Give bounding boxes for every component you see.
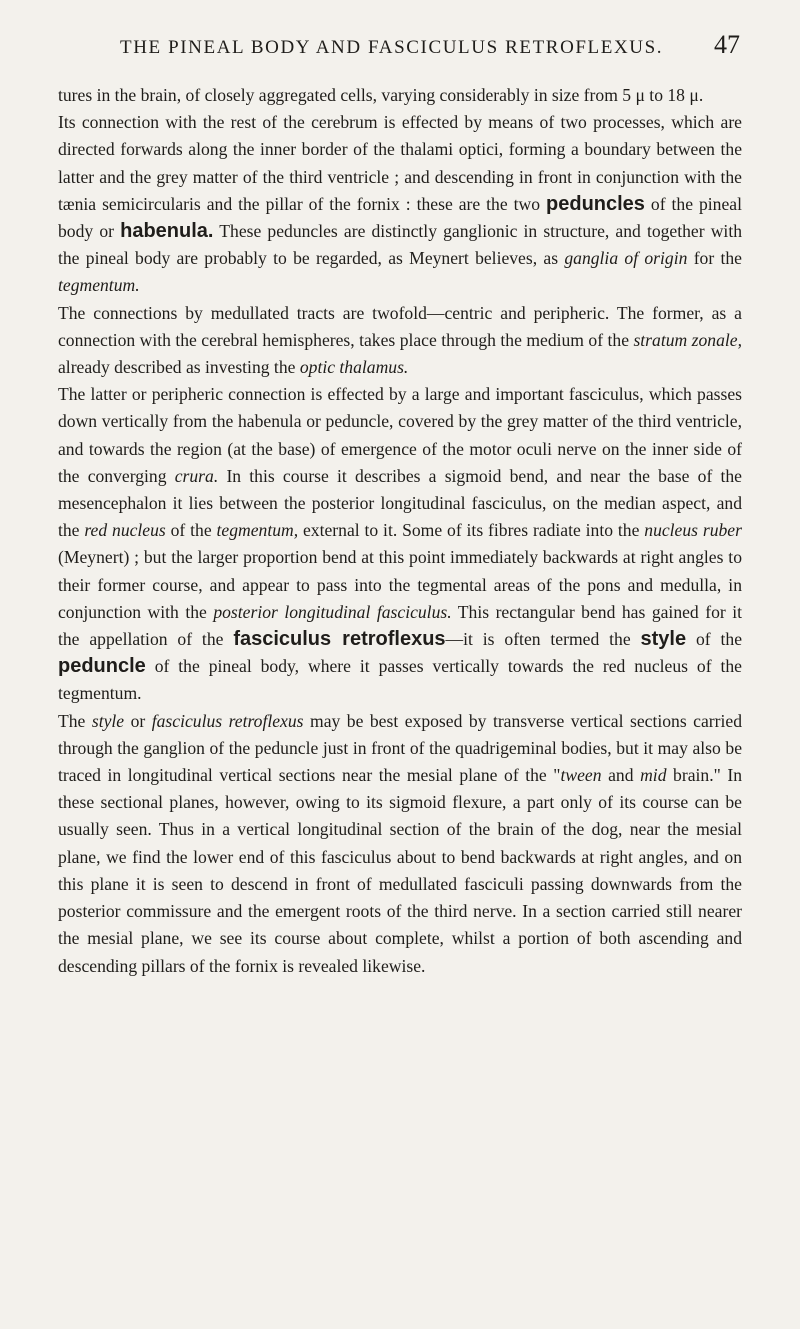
text-run: The connections by medullated tracts are twofold—centric and peripheric. The former, as a connection with the cerebral hemispheres, takes place through the medium of the: [58, 302, 742, 350]
text-run: and: [601, 765, 641, 786]
bold-term: habenula.: [120, 220, 214, 243]
text-run: Its connection with the rest of the cerebrum is effected by means of two processes, which are directed forwards along the inner border of the thalami optici, forming a boundary between the latter and the grey matter of the third ventricle ; and descending in front in conjunction with the tænia semicircularis and the pillar of the fornix : these are the two: [58, 112, 742, 214]
italic-term: style: [91, 710, 125, 731]
bold-term: peduncles: [546, 192, 645, 215]
italic-term: tegmentum.: [58, 275, 140, 296]
paragraph: [58, 708, 742, 980]
italic-term: optic thalamus.: [299, 357, 409, 378]
paragraph: [58, 82, 742, 109]
text-run: or: [124, 710, 152, 731]
paragraph: [58, 300, 742, 382]
italic-term: posterior longitudinal fasciculus.: [213, 601, 452, 622]
bold-term: style: [640, 628, 687, 651]
italic-term: fasciculus retroflexus: [151, 710, 304, 731]
text-run: already described as investing the: [58, 357, 300, 378]
text-run: of the: [686, 629, 743, 650]
text-run: of the: [165, 520, 217, 541]
bold-term: fasciculus retroflexus: [233, 628, 446, 651]
text-run: These peduncles are distinctly ganglionic in structure, and together with the pineal body are probably to be regarded, as Meynert believes, as: [58, 221, 743, 269]
text-run: for the: [687, 248, 742, 269]
paragraph: [58, 109, 742, 299]
italic-term: nucleus ruber: [644, 520, 742, 541]
text-run: —it is often termed the: [445, 629, 641, 650]
text-run: may be best exposed by transverse vertical sections carried through the ganglion of the peduncle just in front of the quadrigeminal bodies, but it may also be traced in longitudinal vertical sections near the mesial plane of the ": [58, 710, 742, 786]
running-title: THE PINEAL BODY AND FASCICULUS RETROFLEXUS.: [120, 37, 664, 58]
text-run: This rectangular bend has gained for it the appellation of the: [58, 601, 742, 650]
italic-term: stratum zonale,: [633, 329, 742, 350]
paragraph: [58, 381, 742, 707]
running-header: [120, 30, 740, 60]
italic-term: tegmentum,: [216, 520, 299, 541]
text-run: of the pineal body, where it passes vertically towards the red nucleus of the tegmentum.: [58, 656, 742, 704]
text-run: brain." In these sectional planes, however, owing to its sigmoid flexure, a part only of its course can be usually seen. Thus in a vertical longitudinal section of the brain of the dog, near the mesial plane, we find the lower end of this fasciculus about to bend backwards at right angles, and on this plane it is seen to descend in front of medullated fasciculi passing downwards from the posterior commissure and the emergent roots of the third nerve. In a section carried still nearer the mesial plane, we see its course about complete, whilst a portion of both ascending and descending pillars of the fornix is revealed likewise.: [58, 765, 743, 976]
page-number: 47: [714, 30, 740, 59]
bold-term: peduncle: [58, 655, 146, 678]
text-run: tures in the brain, of closely aggregated cells, varying considerably in size from 5 μ to 18 μ.: [58, 85, 704, 105]
italic-term: ganglia of origin: [564, 248, 688, 269]
italic-term: red nucleus: [84, 520, 166, 541]
text-run: The latter or peripheric connection is effected by a large and important fasciculus, which passes down vertically from the habenula or peduncle, covered by the grey matter of the third ventricle, and towards the region (at the base) of emergence of the motor oculi nerve on the inner side of the converging: [58, 384, 742, 486]
body-text: [58, 82, 742, 980]
text-run: of the pineal body or: [58, 193, 742, 242]
text-run: In this course it describes a sigmoid bend, and near the base of the mesencephalon it lies between the posterior longitudinal fasciculus, on the median aspect, and the: [58, 465, 742, 541]
italic-term: mid: [640, 765, 667, 786]
text-run: (Meynert) ; but the larger proportion bend at this point immediately backwards at right angles to their former course, and appear to pass into the tegmental areas of the pons and medulla, in conjunction with the: [58, 547, 742, 622]
text-run: The: [58, 710, 92, 731]
italic-term: tween: [560, 765, 602, 786]
text-run: external to it. Some of its fibres radiate into the: [298, 520, 645, 541]
italic-term: crura.: [174, 465, 219, 486]
